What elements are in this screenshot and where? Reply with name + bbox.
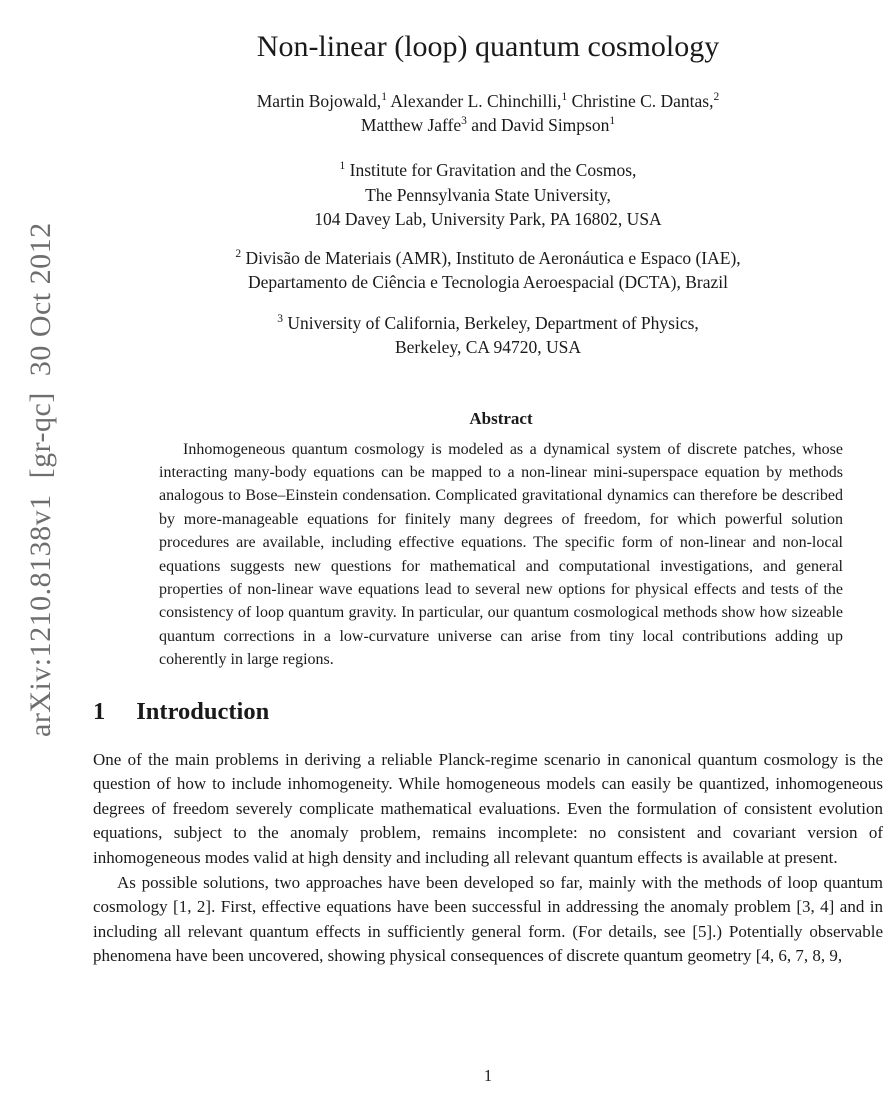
affiliation-sup: 1: [339, 160, 346, 173]
affiliation-1: [93, 158, 883, 232]
author-name: Christine C. Dantas,: [571, 91, 714, 111]
paper-content: [93, 0, 883, 969]
affiliation-line: 104 Davey Lab, University Park, PA 16802, USA: [314, 209, 662, 229]
author-name: Alexander L. Chinchilli,: [390, 91, 562, 111]
author-name: Matthew Jaffe: [360, 115, 462, 135]
affiliation-sup: 2: [235, 247, 242, 260]
intro-paragraph-1: One of the main problems in deriving a reliable Planck-regime scenario in canonical quantum cosmology is the question of how to include inhomogeneity. While homogeneous models can easily be quantized, inhomogeneous degrees of freedom severely complicate mathematical evaluations. Even the formulation of consistent evolution equations, subject to the anomaly problem, remains incomplete: no consistent and covariant version of inhomogeneous modes valid at high density and including all relevant quantum effects is available at present.: [93, 749, 883, 867]
section-number: 1: [93, 697, 106, 725]
author-name: Martin Bojowald,: [256, 91, 382, 111]
author-line-1: [93, 89, 883, 113]
section-title: Introduction: [136, 697, 270, 725]
author-list: [93, 89, 883, 137]
author-line-2: [93, 113, 883, 137]
paper-title: Non-linear (loop) quantum cosmology: [256, 30, 720, 63]
abstract-section: [159, 409, 843, 672]
author-affiliation-sup: 3: [461, 115, 467, 128]
author-affiliation-sup: 1: [561, 91, 568, 104]
affiliation-line: Departamento de Ciência e Tecnologia Aeroespacial (DCTA), Brazil: [247, 272, 729, 292]
author-affiliation-sup: 1: [381, 91, 387, 104]
affiliation-line: $^3$ University of California, Berkeley, Department of Physics,: [277, 312, 699, 333]
affiliation-sup: 3: [277, 312, 283, 325]
affiliation-line: $^2$ Divisão de Materiais (AMR), Instituto de Aeronáutica e Espaco (IAE),: [235, 247, 741, 268]
abstract-heading: Abstract: [469, 408, 533, 428]
author-affiliation-sup: 1: [609, 115, 616, 128]
intro-paragraph-2: As possible solutions, two approaches have been developed so far, mainly with the methods of loop quantum cosmology [1, 2]. First, effective equations have been successful in addressing the anomaly problem [3, 4] and in including all relevant quantum effects in sufficiently general form. (For details, see [5].) Potentially observable phenomena have been uncovered, showing physical consequences of discrete quantum geometry [4, 6, 7, 8, 9,: [93, 872, 883, 966]
author-name: and David Simpson: [471, 115, 610, 135]
affiliation-line: Berkeley, CA 94720, USA: [394, 337, 581, 357]
affiliation-3: [93, 311, 883, 360]
affiliation-line: $^1$ Institute for Gravitation and the Cosmos,: [339, 160, 637, 180]
abstract-text: Inhomogeneous quantum cosmology is modeled as a dynamical system of discrete patches, whose interacting many-body equations can be mapped to a non-linear mini-superspace equation by methods analogous to Bose–Einstein condensation. Complicated gravitational dynamics can therefore be described by more-manageable equations for finitely many degrees of freedom, for which powerful solution procedures are available, including effective equations. The specific form of non-linear and non-local equations suggests new questions for mathematical and computational investigations, and general properties of non-linear wave equations lead to several new options for physical effects and tests of the consistency of loop quantum gravity. In particular, our quantum cosmological methods show how sizeable quantum corrections in a low-curvature universe can arise from tiny local contributions adding up coherently in large regions.: [159, 440, 843, 669]
section-1-heading: [93, 697, 883, 727]
affiliation-2: [93, 246, 883, 295]
page-number: 1: [483, 1066, 493, 1085]
author-affiliation-sup: 2: [713, 91, 720, 104]
arxiv-stamp: arXiv:1210.8138v1 [gr-qc] 30 Oct 2012: [24, 222, 57, 737]
affiliation-line: The Pennsylvania State University,: [365, 184, 611, 205]
